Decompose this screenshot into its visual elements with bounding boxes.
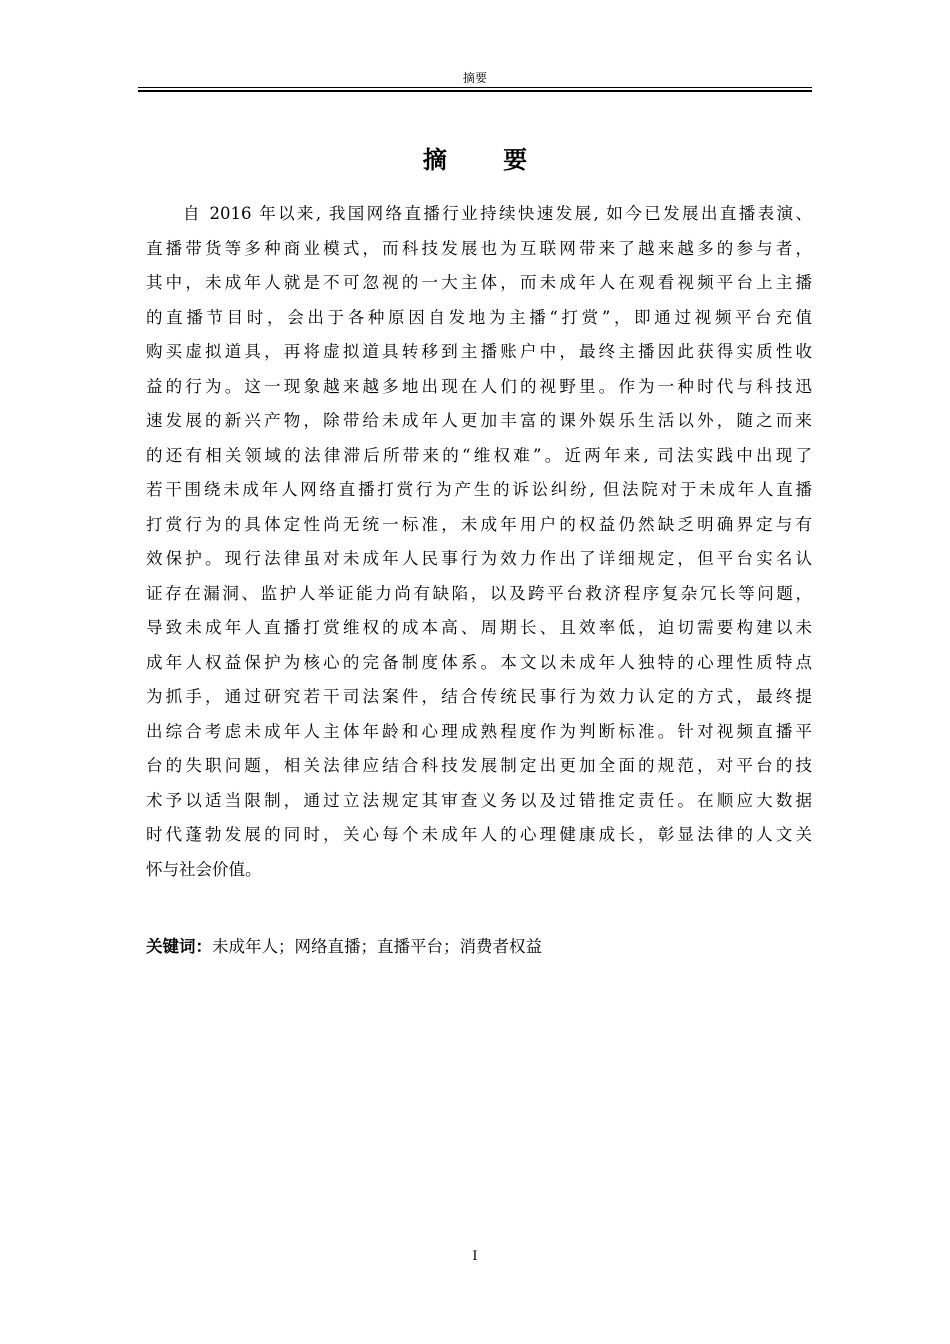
abstract-line: 的直播节目时，会出于各种原因自发地为主播“打赏”，即通过视频平台充值	[146, 307, 812, 327]
abstract-line: 自 2016 年以来, 我国网络直播行业持续快速发展, 如今已发展出直播表演、	[183, 204, 812, 223]
abstract-line: 出综合考虑未成年人主体年龄和心理成熟程度作为判断标准。针对视频直播平	[146, 721, 812, 741]
abstract-line: 时代蓬勃发展的同时，关心每个未成年人的心理健康成长，彰显法律的人文关	[146, 825, 812, 844]
abstract-line: 直播带货等多种商业模式，而科技发展也为互联网带来了越来越多的参与者，	[146, 238, 812, 258]
page-title: 摘 要	[422, 146, 552, 174]
abstract-body	[146, 197, 812, 887]
keywords-text: 未成年人；网络直播；直播平台；消费者权益	[212, 937, 542, 956]
abstract-line: 成年人权益保护为核心的完备制度体系。本文以未成年人独特的心理性质特点	[146, 652, 812, 672]
abstract-line: 益的行为。这一现象越来越多地出现在人们的视野里。作为一种时代与科技迅	[146, 376, 812, 396]
abstract-line: 为抓手，通过研究若干司法案件，结合传统民事行为效力认定的方式，最终提	[146, 687, 812, 706]
header-rule-thin	[138, 87, 812, 88]
abstract-line: 证存在漏洞、监护人举证能力尚有缺陷，以及跨平台救济程序复杂冗长等问题，	[146, 583, 812, 603]
abstract-line: 效保护。现行法律虽对未成年人民事行为效力作出了详细规定，但平台实名认	[146, 549, 812, 568]
abstract-line: 的还有相关领域的法律滞后所带来的“维权难”。近两年来, 司法实践中出现了	[146, 445, 812, 465]
abstract-line: 打赏行为的具体定性尚无统一标准，未成年用户的权益仍然缺乏明确界定与有	[146, 514, 812, 534]
keywords	[146, 930, 542, 964]
page-number: I	[472, 1249, 478, 1264]
abstract-line: 速发展的新兴产物，除带给未成年人更加丰富的课外娱乐生活以外，随之而来	[146, 411, 812, 430]
abstract-line: 术予以适当限制，通过立法规定其审查义务以及过错推定责任。在顺应大数据	[146, 790, 812, 810]
header-rule-thick	[138, 90, 812, 92]
abstract-line: 若干围绕未成年人网络直播打赏行为产生的诉讼纠纷, 但法院对于未成年人直播	[146, 480, 812, 499]
abstract-line: 购买虚拟道具，再将虚拟道具转移到主播账户中，最终主播因此获得实质性收	[146, 342, 812, 361]
abstract-line: 其中，未成年人就是不可忽视的一大主体，而未成年人在观看视频平台上主播	[146, 273, 812, 292]
abstract-line: 怀与社会价值。	[146, 859, 262, 879]
keywords-label: 关键词：	[146, 937, 212, 956]
abstract-line: 台的失职问题，相关法律应结合科技发展制定出更加全面的规范，对平台的技	[146, 756, 812, 775]
abstract-line: 导致未成年人直播打赏维权的成本高、周期长、且效率低，迫切需要构建以未	[146, 618, 812, 637]
running-header: 摘要	[462, 71, 487, 85]
